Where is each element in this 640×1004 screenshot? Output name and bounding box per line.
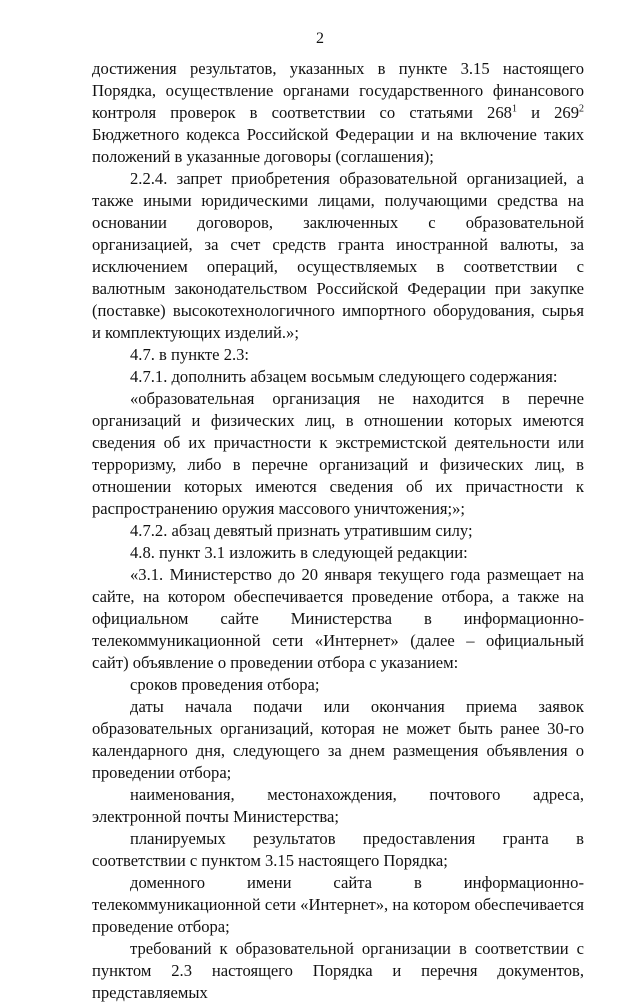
- list-item: сроков проведения отбора;: [130, 675, 320, 694]
- list-item: наименования, местонахождения, почтового адреса, электронной почты Министерства;: [92, 785, 584, 826]
- list-item: доменного имени сайта в информационно-телекоммуникационной сети «Интернет», на котором обеспечивается проведение отбора;: [92, 873, 584, 936]
- paragraph-continuation: [92, 58, 584, 168]
- document-body: [92, 58, 584, 1004]
- superscript: 2: [579, 103, 585, 115]
- paragraph-4-7-1: 4.7.1. дополнить абзацем восьмым следующего содержания:: [130, 367, 558, 386]
- paragraph-quote-organization: «образовательная организация не находится в перечне организаций и физических лиц, в отношении которых имеются сведения об их причастности к экстремистской деятельности или терроризму, либо в перечне организаций и физических лиц, в отношении которых имеются сведения об их причастности к распространению оружия массового уничтожения;»;: [92, 389, 584, 518]
- page-number: 2: [316, 30, 324, 47]
- paragraph-3-1: «3.1. Министерство до 20 января текущего года размещает на сайте, на котором обеспечивается проведение отбора, а также на официальном сайте Министерства в информационно-телекоммуникационной сети «Интернет» (далее – официальный сайт) объявление о проведении отбора с указанием:: [92, 565, 584, 672]
- paragraph-text: и 269: [516, 103, 580, 122]
- list-item: даты начала подачи или окончания приема заявок образовательных организаций, которая не может быть ранее 30-го календарного дня, следующего за днем размещения объявления о проведении отбора;: [92, 697, 584, 782]
- paragraph-4-7-2: 4.7.2. абзац девятый признать утратившим силу;: [130, 521, 473, 540]
- paragraph-4-7: 4.7. в пункте 2.3:: [130, 345, 250, 364]
- paragraph-2-2-4: 2.2.4. запрет приобретения образовательной организацией, а также иными юридическими лицами, получающими средства на основании договоров, заключенных с образовательной организацией, за счет средств гранта иностранной валюты, за исключением операций, осуществляемых в соответствии с валютным законодательством Российской Федерации при закупке (поставке) высокотехнологичного импортного оборудования, сырья и комплектующих изделий.»;: [92, 169, 584, 342]
- paragraph-text: достижения результатов, указанных в пункте 3.15 настоящего Порядка, осуществление органами государственного финансового контроля проверок в соответствии со статьями 268: [92, 59, 584, 122]
- list-item: планируемых результатов предоставления гранта в соответствии с пунктом 3.15 настоящего Порядка;: [92, 829, 584, 870]
- superscript: 1: [511, 103, 517, 115]
- paragraph-text: Бюджетного кодекса Российской Федерации и на включение таких положений в указанные договоры (соглашения);: [92, 125, 584, 166]
- paragraph-4-8: 4.8. пункт 3.1 изложить в следующей редакции:: [130, 543, 468, 562]
- list-item: требований к образовательной организации в соответствии с пунктом 2.3 настоящего Порядка и перечня документов, представляемых: [92, 939, 584, 1002]
